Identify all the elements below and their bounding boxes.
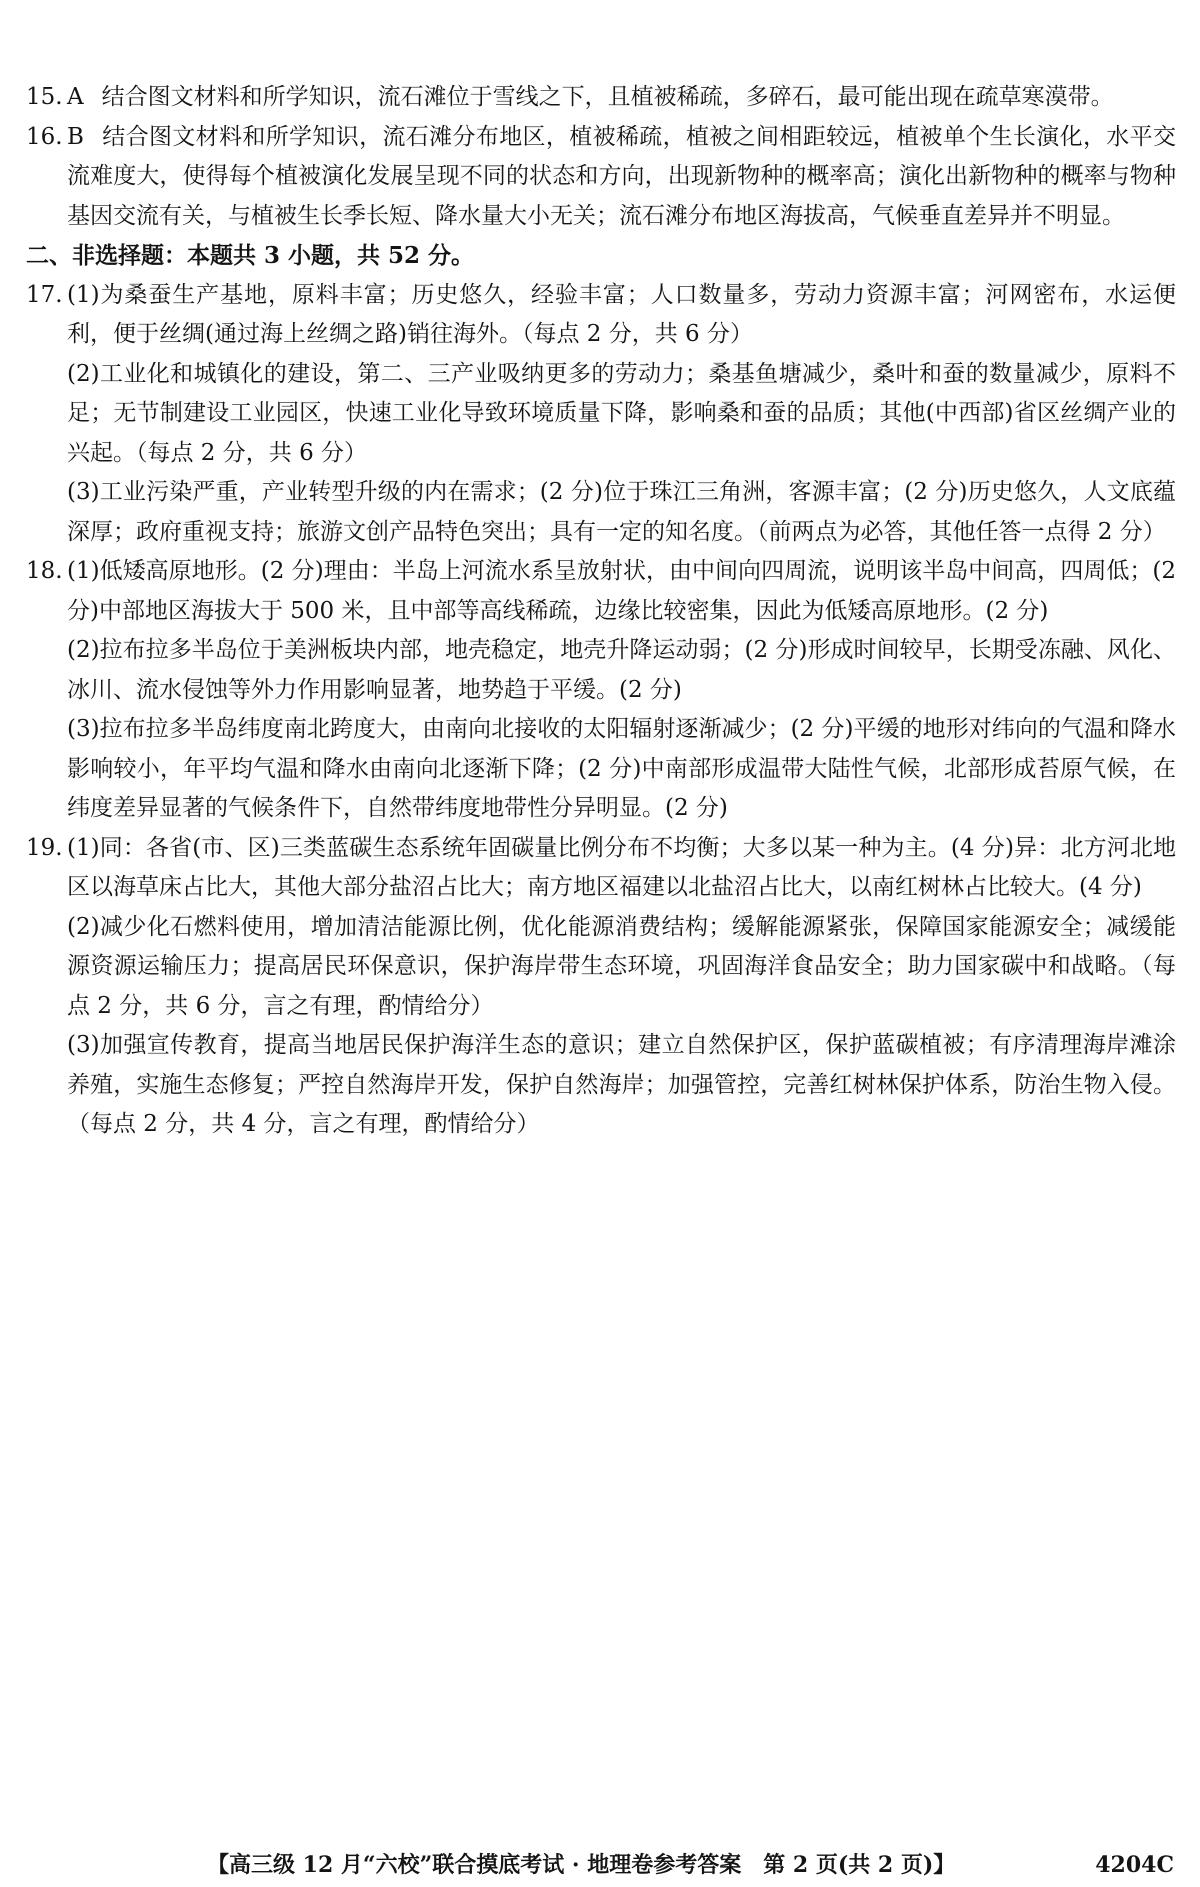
answer-18-part-3: (3)拉布拉多半岛纬度南北跨度大，由南向北接收的太阳辐射逐渐减少；(2 分)平缓的地形对纬向的气温和降水影响较小，年平均气温和降水由南向北逐渐下降；(2 分)中南部形成温带大陆性气候，北部形成苔原气候，在纬度差异显著的气候条件下，自然带纬度地带性分异明显。(2 分) xyxy=(67,716,1176,821)
answer-16 xyxy=(26,118,1176,237)
answer-18 xyxy=(26,552,1176,631)
answer-19-part-2: (2)减少化石燃料使用，增加清洁能源比例，优化能源消费结构；缓解能源紧张，保障国家能源安全；减缓能源资源运输压力；提高居民环保意识，保护海岸带生态环境，巩固海洋食品安全；助力国家碳中和战略。（每点 2 分，共 6 分，言之有理，酌情给分） xyxy=(67,913,1176,1019)
answer-text: 结合图文材料和所学知识，流石滩位于雪线之下，且植被稀疏，多碎石，最可能出现在疏草寒漠带。 xyxy=(101,84,1114,110)
answer-part-1: (1)为桑蚕生产基地，原料丰富；历史悠久，经验丰富；人口数量多，劳动力资源丰富；河网密布，水运便利，便于丝绸(通过海上丝绸之路)销往海外。（每点 2 分，共 6 分） xyxy=(67,281,1176,347)
answer-19-part-3: (3)加强宣传教育，提高当地居民保护海洋生态的意识；建立自然保护区，保护蓝碳植被；有序清理海岸滩涂养殖，实施生态修复；严控自然海岸开发，保护自然海岸；加强管控，完善红树林保护体系，防治生物入侵。（每点 2 分，共 4 分，言之有理，酌情给分） xyxy=(67,1032,1176,1137)
footer-title: 【高三级 12 月“六校”联合摸底考试 · 地理卷参考答案 第 2 页(共 2 页)】 xyxy=(207,1852,956,1878)
answer-text: 结合图文材料和所学知识，流石滩分布地区，植被稀疏，植被之间相距较远，植被单个生长演化，水平交流难度大，使得每个植被演化发展呈现不同的状态和方向，出现新物种的概率高；演化出新物种的概率与物种基因交流有关，与植被生长季长短、降水量大小无关；流石滩分布地区海拔高，气候垂直差异并不明显。 xyxy=(67,123,1176,229)
answer-17 xyxy=(26,276,1176,355)
section-heading: 二、非选择题：本题共 3 小题，共 52 分。 xyxy=(26,242,475,269)
footer-code: 4204C xyxy=(1095,1852,1174,1878)
question-number: 17. xyxy=(26,281,63,308)
answer-letter: A xyxy=(67,84,84,110)
answer-19 xyxy=(26,829,1176,908)
answer-part-1: (1)低矮高原地形。(2 分)理由：半岛上河流水系呈放射状，由中间向四周流，说明该半岛中间高，四周低；(2 分)中部地区海拔大于 500 米，且中部等高线稀疏，边缘比较密集，因此为低矮高原地形。(2 分) xyxy=(67,558,1176,624)
question-number: 18. xyxy=(26,558,63,584)
answer-17-part-3: (3)工业污染严重，产业转型升级的内在需求；(2 分)位于珠江三角洲，客源丰富；(2 分)历史悠久，人文底蕴深厚；政府重视支持；旅游文创产品特色突出；具有一定的知名度。（前两点为必答，其他任答一点得 2 分） xyxy=(67,479,1176,545)
question-number: 15. xyxy=(26,84,63,110)
answer-18-part-2: (2)拉布拉多半岛位于美洲板块内部，地壳稳定，地壳升降运动弱；(2 分)形成时间较早，长期受冻融、风化、冰川、流水侵蚀等外力作用影响显著，地势趋于平缓。(2 分) xyxy=(67,637,1176,703)
answer-document xyxy=(26,78,1176,1145)
answer-15 xyxy=(26,78,1176,118)
question-number: 16. xyxy=(26,123,63,150)
answer-part-1: (1)同：各省(市、区)三类蓝碳生态系统年固碳量比例分布不均衡；大多以某一种为主。(4 分)异：北方河北地区以海草床占比大，其他大部分盐沼占比大；南方地区福建以北盐沼占比大，以南红树林占比较大。(4 分) xyxy=(67,834,1176,900)
question-number: 19. xyxy=(26,834,63,861)
answer-letter: B xyxy=(67,123,84,150)
answer-17-part-2: (2)工业化和城镇化的建设，第二、三产业吸纳更多的劳动力；桑基鱼塘减少，桑叶和蚕的数量减少，原料不足；无节制建设工业园区，快速工业化导致环境质量下降，影响桑和蚕的品质；其他(中西部)省区丝绸产业的兴起。（每点 2 分，共 6 分） xyxy=(67,360,1176,466)
